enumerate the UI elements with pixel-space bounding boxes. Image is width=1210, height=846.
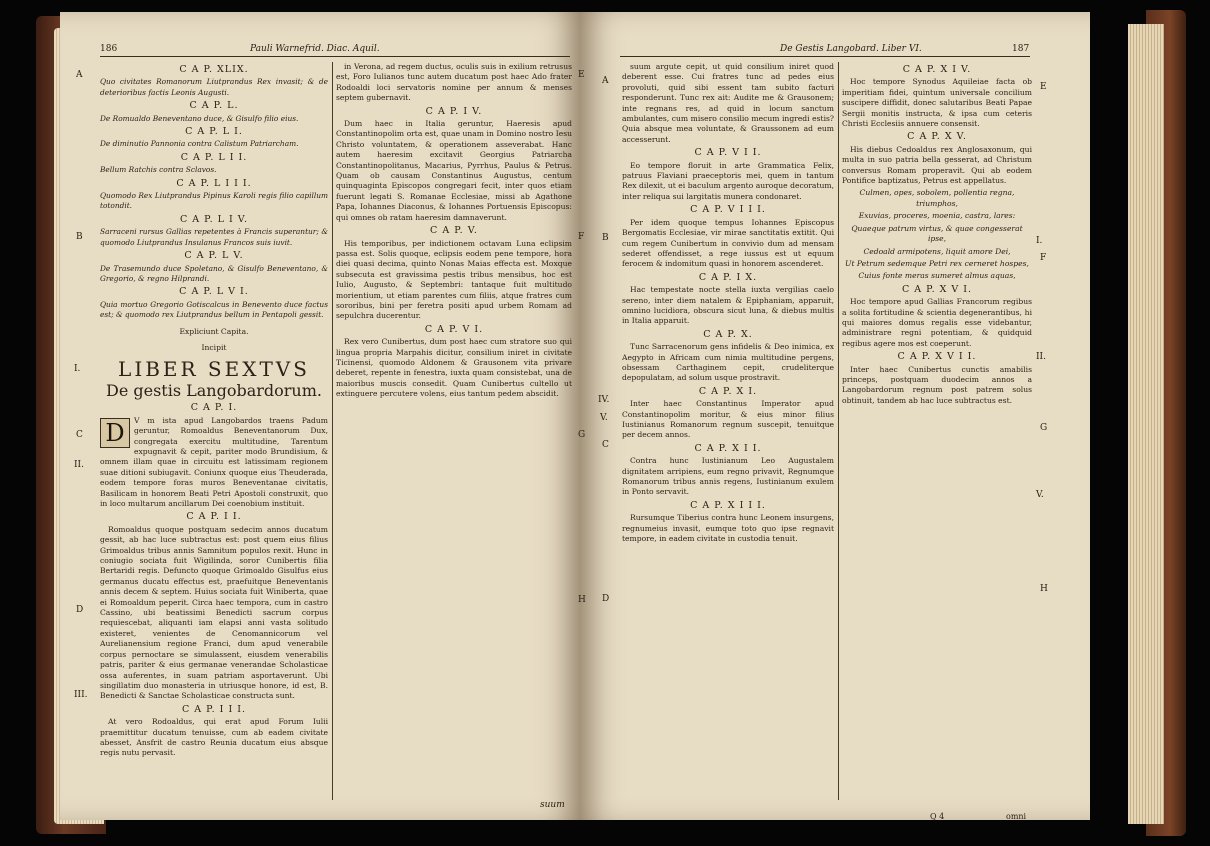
right-running-head: De Gestis Langobard. Liber VI. xyxy=(780,44,922,54)
chapter-heading: C A P. V I I. xyxy=(694,147,762,159)
chapter-summary: De diminutio Pannonia contra Calistum Patriarcham. xyxy=(100,139,299,149)
outer-margin-numeral-i: I. xyxy=(1036,236,1043,246)
chapter-summary: Bellum Ratchis contra Sclavos. xyxy=(100,165,217,175)
margin-letter-h: H xyxy=(578,595,586,605)
chapter-heading: C A P. X I. xyxy=(698,385,758,397)
chapter-text: Eo tempore floruit in arte Grammatica Felix, patruus Flaviani praeceptoris mei, quem in tantum Rex dilexit, ut ei baculum argento auroque decoratum, inter reliqua sui largitatis munera condonaret. xyxy=(622,160,834,201)
right-margin-letter-b: B xyxy=(602,233,609,243)
chapter-heading: C A P. L I I. xyxy=(180,151,248,163)
chapter-heading: C A P. X I I I. xyxy=(690,499,766,511)
chapter-text: Romoaldus quoque postquam sedecim annos ducatum gessit, ab hac luce subtractus est: post quem eius filius Grimoaldus tribus annis Samnitum populos rexit. Hunc in coniugio sociata fuit Wigilinda, soror Cunibertis filia Bertaridi regis. Defuncto quoque Grimoaldo Gisulfus eius germanus ducatu effectus est, praefuitque Beneventanis annis decem & septem. Huius sociata fuit Winiberta, quae ei Romoaldum peperit. Circa haec tempora, cum in castro Cassino, ubi beatissimi Benedicti sacrum corpus requiescebat, aliquanti iam elapsi anni vasta solitudo existeret, venientes de Cenomannicorum vel Aurelianensium regione Franci, dum apud venerabile corpus pernoctare se simulassent, eiusdem venerabilis patris, pariter & eius germanae venerandae Scholasticae ossa auferentes, in suam patriam asportaverunt. Ubi singillatim duo monasteria in utriusque honore, id est, B. Benedicti & Sanctae Scholasticae constructa sunt. xyxy=(100,524,328,701)
outer-margin-letter-g: G xyxy=(1040,423,1048,433)
left-column-divider xyxy=(332,62,333,800)
left-page-column-2 xyxy=(336,62,572,800)
chapter-summary: Quia mortuo Gregorio Gotiscalcus in Benevento duce factus est; & quomodo rex Liutprandus bellum in Pentapoli gessit. xyxy=(100,299,328,320)
chapter-text: Hoc tempore apud Gallias Francorum regibus a solita fortitudine & scientia degenerantibus, hi qui maiores domus regalis esse videbantur, administrare regni potentiam, & quidquid regibus agere mos est coeperunt. xyxy=(842,297,1032,348)
right-margin-letter-d: D xyxy=(602,594,610,604)
right-page-column-2 xyxy=(842,62,1032,802)
chapter-summary: Sarraceni rursus Gallias repetentes à Francis superantur; & quomodo Liutprandus Insulanus Francos suis iuvit. xyxy=(100,227,328,247)
verse-line: Exuvias, proceres, moenia, castra, lares: xyxy=(858,211,1016,221)
left-catchword: suum xyxy=(540,800,565,810)
margin-numeral-1: I. xyxy=(74,364,81,374)
chapter-text: Dum haec in Italia geruntur, Haeresis apud Constantinopolim orta est, quae unam in Domino nostro Iesu Christo voluntatem, & operationem asseverabat. Hanc autem haeresim excitavit Georgius Patriarcha Constantinopolitanus, Macarius, Pyrrhus, Paulus & Petrus. Quam ob causam Constantinus Augustus, centum quinquaginta Episcopos congregari fecit, inter quos etiam fuerunt legati S. Romanae Ecclesiae, missi ab Agathone Papa, Iohannes Diaconus, & Iohannes Portuensis Episcopus: qui omnes ob ratam haeresim damnaverunt. xyxy=(336,119,572,222)
verse-line: Cuius fonte meras sumeret almus aquas, xyxy=(858,271,1016,281)
book-subtitle: De gestis Langobardorum. xyxy=(105,381,322,401)
chapter-heading: C A P. V I. xyxy=(424,323,484,335)
left-running-head: Pauli Warnefrid. Diac. Aquil. xyxy=(250,44,380,54)
right-margin-letter-c: C xyxy=(602,440,609,450)
decorated-initial: D xyxy=(100,418,130,448)
outer-margin-numeral-ii: II. xyxy=(1036,352,1046,362)
right-page-column-1 xyxy=(622,62,834,802)
chapter-text: Inter haec Constantinus Imperator apud Constantinopolim moritur, & eius minor filius Iustinianus Romanorum regnum suscepit, tenuitque per decem annos. xyxy=(622,399,834,440)
chapter-text: Rursumque Tiberius contra hunc Leonem insurgens, regnumeius invasit, eumque toto quo ipse regnavit tempore, in eadem civitate in custodia tenuit. xyxy=(622,513,834,544)
chapter-heading: C A P. X V I. xyxy=(901,283,973,295)
chapter-heading: C A P. I. xyxy=(190,402,238,414)
margin-numeral-2: II. xyxy=(74,460,84,470)
chapter-text: His temporibus, per indictionem octavam Luna eclipsim passa est. Solis quoque, eclipsis eodem pene tempore, hora diei quasi decima, quinto Nonas Maias effecta est. Moxque subsecuta est gravissima pestis tribus mensibus, hoc est Iulio, Augusto, & Septembri: tantaque fuit multitudo morientium, ut etiam parentes cum filiis, atque fratres cum sororibus, bini per feretra positi apud urbem Romam ad sepulchra ducerentur. xyxy=(336,238,572,321)
chapter-heading: C A P. X I I. xyxy=(694,442,762,454)
chapter-heading: C A P. L I V. xyxy=(180,213,248,225)
chapter-heading: C A P. XLIX. xyxy=(179,64,249,75)
left-head-rule xyxy=(100,56,570,57)
right-margin-numeral-iv: IV. xyxy=(598,395,610,405)
verse-line: Quaeque patrum virtus, & quae congesserat ipse, xyxy=(851,223,1023,244)
incipit-line: Incipit xyxy=(201,342,227,352)
margin-letter-e: E xyxy=(578,70,585,80)
chapter-text: Tunc Sarracenorum gens infidelis & Deo inimica, ex Aegypto in Africam cum nimia multitudine pergens, obsessam Carthaginem cepit, crudeliterque depopulatam, ad solum usque prostravit. xyxy=(622,342,834,383)
margin-letter-f: F xyxy=(578,232,585,242)
verse-line: Culmen, opes, sobolem, pollentia regna, triumphos, xyxy=(859,188,1015,208)
right-margin-numeral-v: V. xyxy=(600,413,608,423)
chapter-heading: C A P. I V. xyxy=(425,105,483,117)
chapter-heading: C A P. X. xyxy=(703,328,753,340)
chapter-summary: Quomodo Rex Liutprandus Pipinus Karoli regis filio capillum totondit. xyxy=(100,191,328,211)
right-page-edges xyxy=(1128,24,1164,824)
chapter-heading: C A P. L V I. xyxy=(179,286,249,298)
chapter-text: Contra hunc Iustinianum Leo Augustalem dignitatem arripiens, eum regno privavit, Regnumque Romanorum tribus annis regens, Iustinianum exulem in Ponto servavit. xyxy=(622,456,834,497)
chapter-summary: De Romualdo Beneventano duce, & Gisulfo filio eius. xyxy=(100,113,299,123)
right-head-rule xyxy=(620,56,1030,57)
outer-margin-letter-e: E xyxy=(1040,82,1047,92)
right-catchword: omni xyxy=(1006,812,1027,821)
right-page-number: 187 xyxy=(1012,44,1030,54)
book-title: LIBER SEXTVS xyxy=(118,357,310,382)
chapter-summary: De Trasemundo duce Spoletano, & Gisulfo Beneventano, & Gregorio, & regno Hilprandi. xyxy=(100,263,328,283)
chapter-heading: C A P. I I. xyxy=(186,511,242,523)
right-margin-letter-a: A xyxy=(602,76,609,86)
chapter-heading: C A P. L I. xyxy=(185,126,243,138)
right-column-divider xyxy=(838,62,839,800)
signature-mark: Q 4 xyxy=(930,812,945,821)
left-page-column-1 xyxy=(100,62,328,800)
verse-line: Cedoald armipotens, liquit amore Dei, xyxy=(863,246,1011,256)
margin-numeral-3: III. xyxy=(74,690,88,700)
chapter-text: Hoc tempore Synodus Aquileiae facta ob imperitiam fidei, quintum universale concilium suscipere diffidit, donec salutaribus Beati Papae Sergii monitis instructa, & ipsa cum ceteris Christi Ecclesiis annuere consensit. xyxy=(842,77,1032,129)
chapter-text: V m ista apud Langobardos traens Padum geruntur, Romoaldus Beneventanorum Dux, congregata exercitu multitudine, Tarentum expugnavit & cepit, pariter modo Brundisium, & omnem illam quae in circuitu est latissimam regionem suae ditioni subiugavit. Coniunx quoque eius Theuderada, eodem tempore foras muros Beneventanae civitatis, Basilicam in honorem Beati Petri Apostoli construxit, quo in loco multarum ancillarum Dei coenobium instituit. xyxy=(100,415,328,508)
chapter-heading: C A P. X I V. xyxy=(902,64,972,75)
left-page-number: 186 xyxy=(100,44,118,54)
chapter-heading: C A P. L. xyxy=(189,100,239,112)
chapter-text: His diebus Cedoaldus rex Anglosaxonum, qui multa in suo patria bella gesserat, ad Christum conversus Romam properavit. Qui ab eodem Pontifice baptizatus, Petrus est appellatus. xyxy=(842,144,1032,186)
outer-margin-letter-f: F xyxy=(1040,253,1047,263)
chapter-text: Per idem quoque tempus Iohannes Episcopus Bergomatis Ecclesiae, vir mirae sanctitatis extitit. Qui cum regem Cunibertum in convivio dum ad mensam sederet offendisset, a rege iussus est ut equum ferocem & indomitum quasi in honorem ascenderet. xyxy=(622,217,834,269)
chapter-text: suum argute cepit, ut quid consilium iniret quod deberent esse. Cui fratres tunc ad pedes eius provoluti, quid sibi essent tam subito facturi responderunt. Tunc rex ait: Audite me & Grausonem; inte regnans res, ad quid in locum sanctum ambulantes, cum misero consilio mecum ingredi estis? Quia absque mea voluntate, & Graussonem ad eum accesserunt. xyxy=(622,62,834,144)
explicit-line: Expliciunt Capita. xyxy=(179,326,249,336)
chapter-heading: C A P. I I I. xyxy=(182,703,246,715)
margin-letter-d: D xyxy=(76,605,84,615)
chapter-heading: C A P. I X. xyxy=(698,271,758,283)
verse-line: Ut Petrum sedemque Petri rex cerneret hospes, xyxy=(845,258,1029,268)
chapter-text: in Verona, ad regem ductus, oculis suis in exilium retrusus est, Foro Iulianos tunc autem ducatum post haec Ado frater Rodoaldi loci servatoris nomine per annum & menses septem gubernavit. xyxy=(336,62,572,103)
chapter-text: Inter haec Cunibertus cunctis amabilis princeps, postquam duodecim annos a Langobardorum regnum post patrem solus obtinuit, tandem ab hac luce subtractus est. xyxy=(842,364,1032,405)
chapter-heading: C A P. X V. xyxy=(907,131,967,143)
margin-letter-c: C xyxy=(76,430,83,440)
outer-margin-numeral-v: V. xyxy=(1036,490,1044,500)
margin-letter-g: G xyxy=(578,430,586,440)
chapter-text: Hac tempestate nocte stella iuxta vergilias caelo sereno, inter diem natalem & Epiphaniam, apparuit, omnino lucidiora, obscura sicut luna, & diebus multis in Italia apparuit. xyxy=(622,285,834,326)
chapter-heading: C A P. V. xyxy=(430,225,478,237)
chapter-heading: C A P. V I I I. xyxy=(690,204,766,216)
chapter-heading: C A P. L V. xyxy=(184,250,244,262)
margin-letter-b: B xyxy=(76,232,83,242)
chapter-text: At vero Rodoaldus, qui erat apud Forum Iulii praemittitur ducatum tenuisse, cum ab eadem civitate abesset, Ansfrit de castro Reunia ducatum eius absque regis nutu pervasit. xyxy=(100,717,328,758)
margin-letter-a: A xyxy=(76,70,83,80)
outer-margin-letter-h: H xyxy=(1040,584,1048,594)
chapter-summary: Quo civitates Romanorum Liutprandus Rex invasit; & de deterioribus factis Leonis Augusti. xyxy=(100,77,328,97)
chapter-text: Rex vero Cunibertus, dum post haec cum stratore suo qui lingua propria Marpahis dicitur, consilium iniret in civitate Ticinensi, quomodo Aldonem & Grausonem vita privare deberet, repente in fenestra, iuxta quam consistebat, una de maioribus muscis consedit. Quam Cunibertus cultello ut extinguere percutere volens, eius tantum pedem abscidit. xyxy=(336,337,572,399)
chapter-heading: C A P. L I I I. xyxy=(176,177,252,189)
chapter-heading: C A P. X V I I. xyxy=(897,351,977,363)
